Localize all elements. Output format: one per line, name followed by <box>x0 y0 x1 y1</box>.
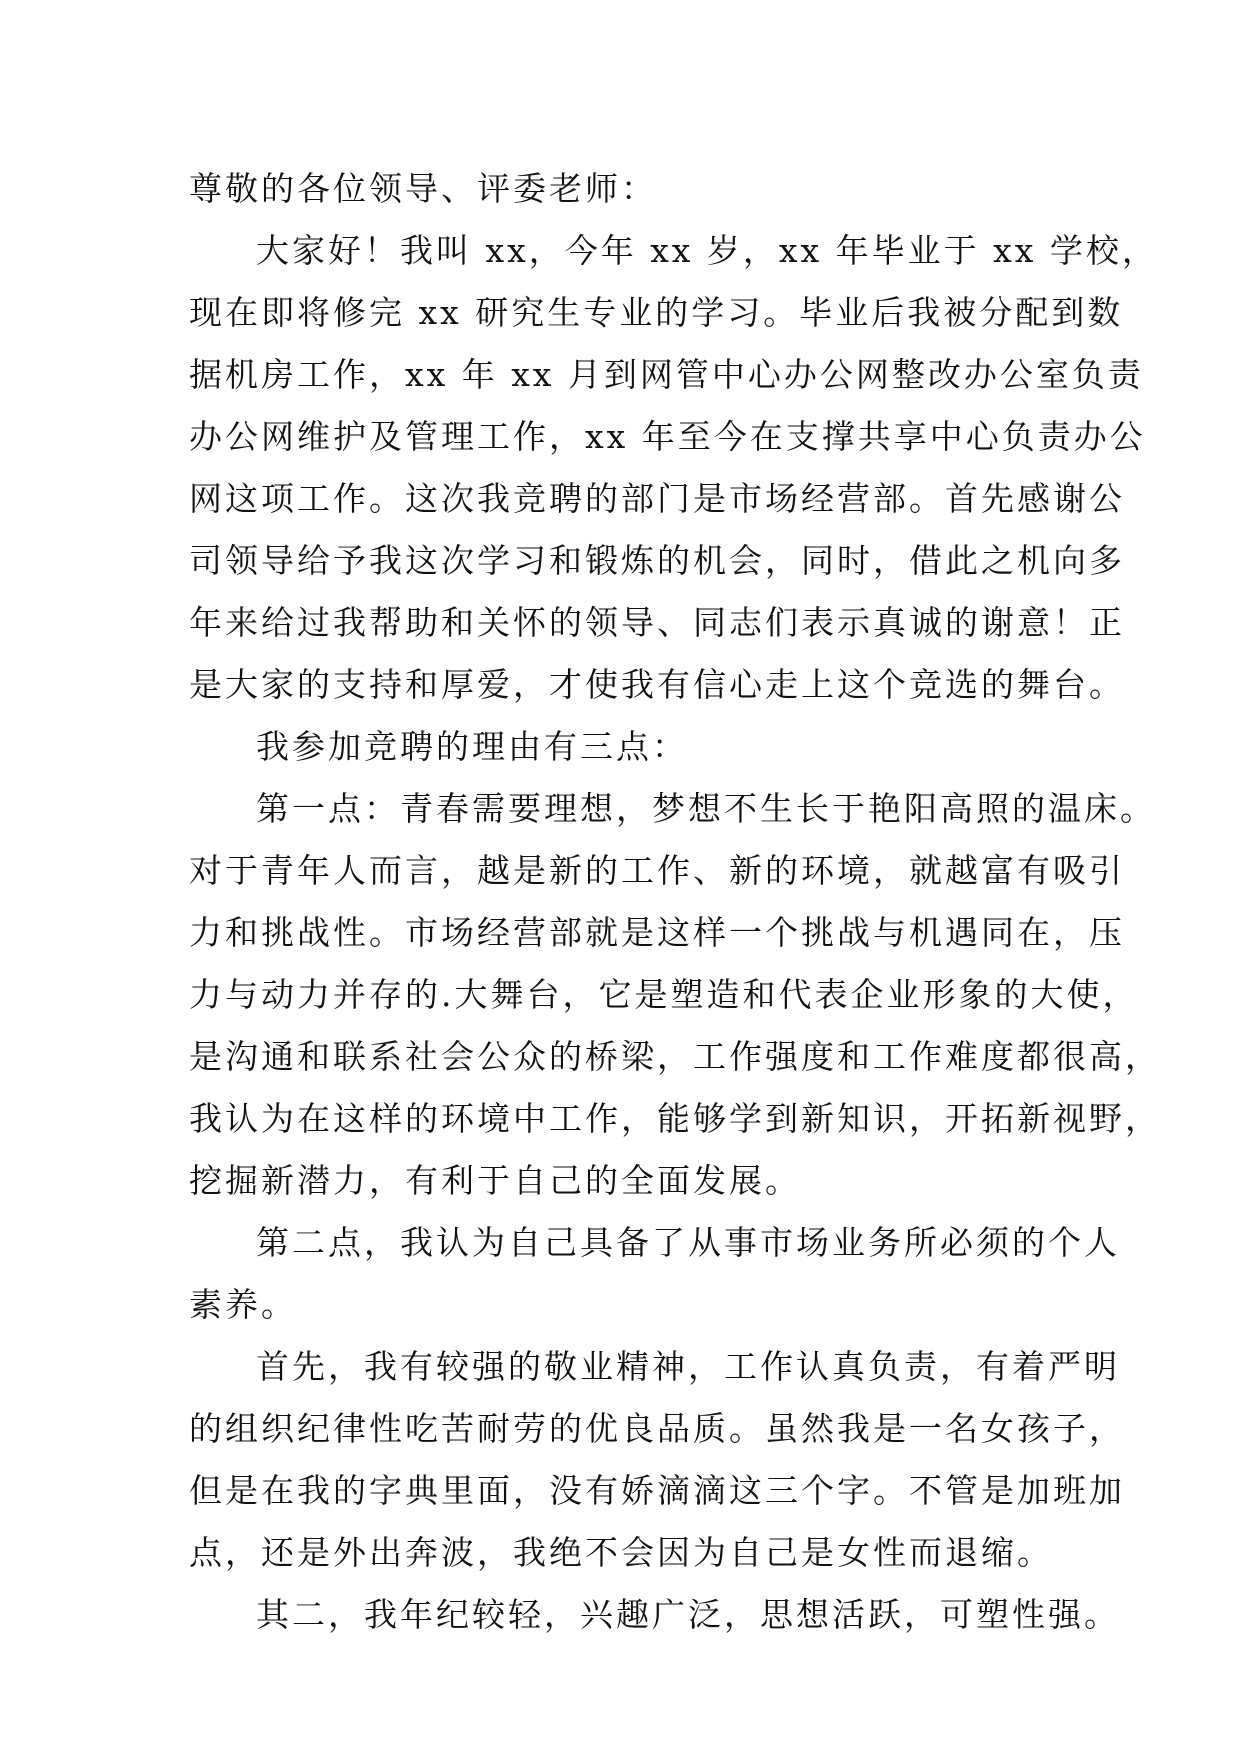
text-line: 我认为在这样的环境中工作，能够学到新知识，开拓新视野， <box>189 1099 1161 1138</box>
text-line: 第一点：青春需要理想，梦想不生长于艳阳高照的温床。 <box>256 789 1156 828</box>
text-line: 点，还是外出奔波，我绝不会因为自己是女性而退缩。 <box>189 1533 1053 1572</box>
text-line: 对于青年人而言，越是新的工作、新的环境，就越富有吸引 <box>189 851 1125 890</box>
text-line: 年来给过我帮助和关怀的领导、同志们表示真诚的谢意！正 <box>189 603 1125 642</box>
text-line: 是大家的支持和厚爱，才使我有信心走上这个竞选的舞台。 <box>189 665 1125 704</box>
text-line: 力和挑战性。市场经营部就是这样一个挑战与机遇同在，压 <box>189 913 1125 952</box>
text-line: 的组织纪律性吃苦耐劳的优良品质。虽然我是一名女孩子， <box>189 1409 1125 1448</box>
text-line: 办公网维护及管理工作，xx 年至今在支撑共享中心负责办公 <box>189 417 1146 456</box>
text-line: 我参加竞聘的理由有三点： <box>256 727 688 766</box>
text-line: 素养。 <box>189 1285 297 1324</box>
document-body <box>189 158 1161 1646</box>
paragraph-lines <box>189 220 1161 1646</box>
text-line: 是沟通和联系社会公众的桥梁，工作强度和工作难度都很高， <box>189 1037 1161 1076</box>
text-line: 司领导给予我这次学习和锻炼的机会，同时，借此之机向多 <box>189 541 1125 580</box>
text-line: 第二点，我认为自己具备了从事市场业务所必须的个人 <box>256 1223 1120 1262</box>
text-line: 现在即将修完 xx 研究生专业的学习。毕业后我被分配到数 <box>189 293 1124 332</box>
text-line: 挖掘新潜力，有利于自己的全面发展。 <box>189 1161 801 1200</box>
salutation-line: 尊敬的各位领导、评委老师： <box>189 169 657 208</box>
text-line: 首先，我有较强的敬业精神，工作认真负责，有着严明 <box>256 1347 1120 1386</box>
text-line: 力与动力并存的.大舞台，它是塑造和代表企业形象的大使， <box>189 975 1139 1014</box>
text-line: 大家好！我叫 xx，今年 xx 岁，xx 年毕业于 xx 学校， <box>256 231 1158 270</box>
text-line: 网这项工作。这次我竞聘的部门是市场经营部。首先感谢公 <box>189 479 1125 518</box>
text-line: 据机房工作，xx 年 xx 月到网管中心办公网整改办公室负责 <box>189 355 1144 394</box>
text-line: 其二，我年纪较轻，兴趣广泛，思想活跃，可塑性强。 <box>256 1595 1120 1634</box>
text-line: 但是在我的字典里面，没有娇滴滴这三个字。不管是加班加 <box>189 1471 1125 1510</box>
